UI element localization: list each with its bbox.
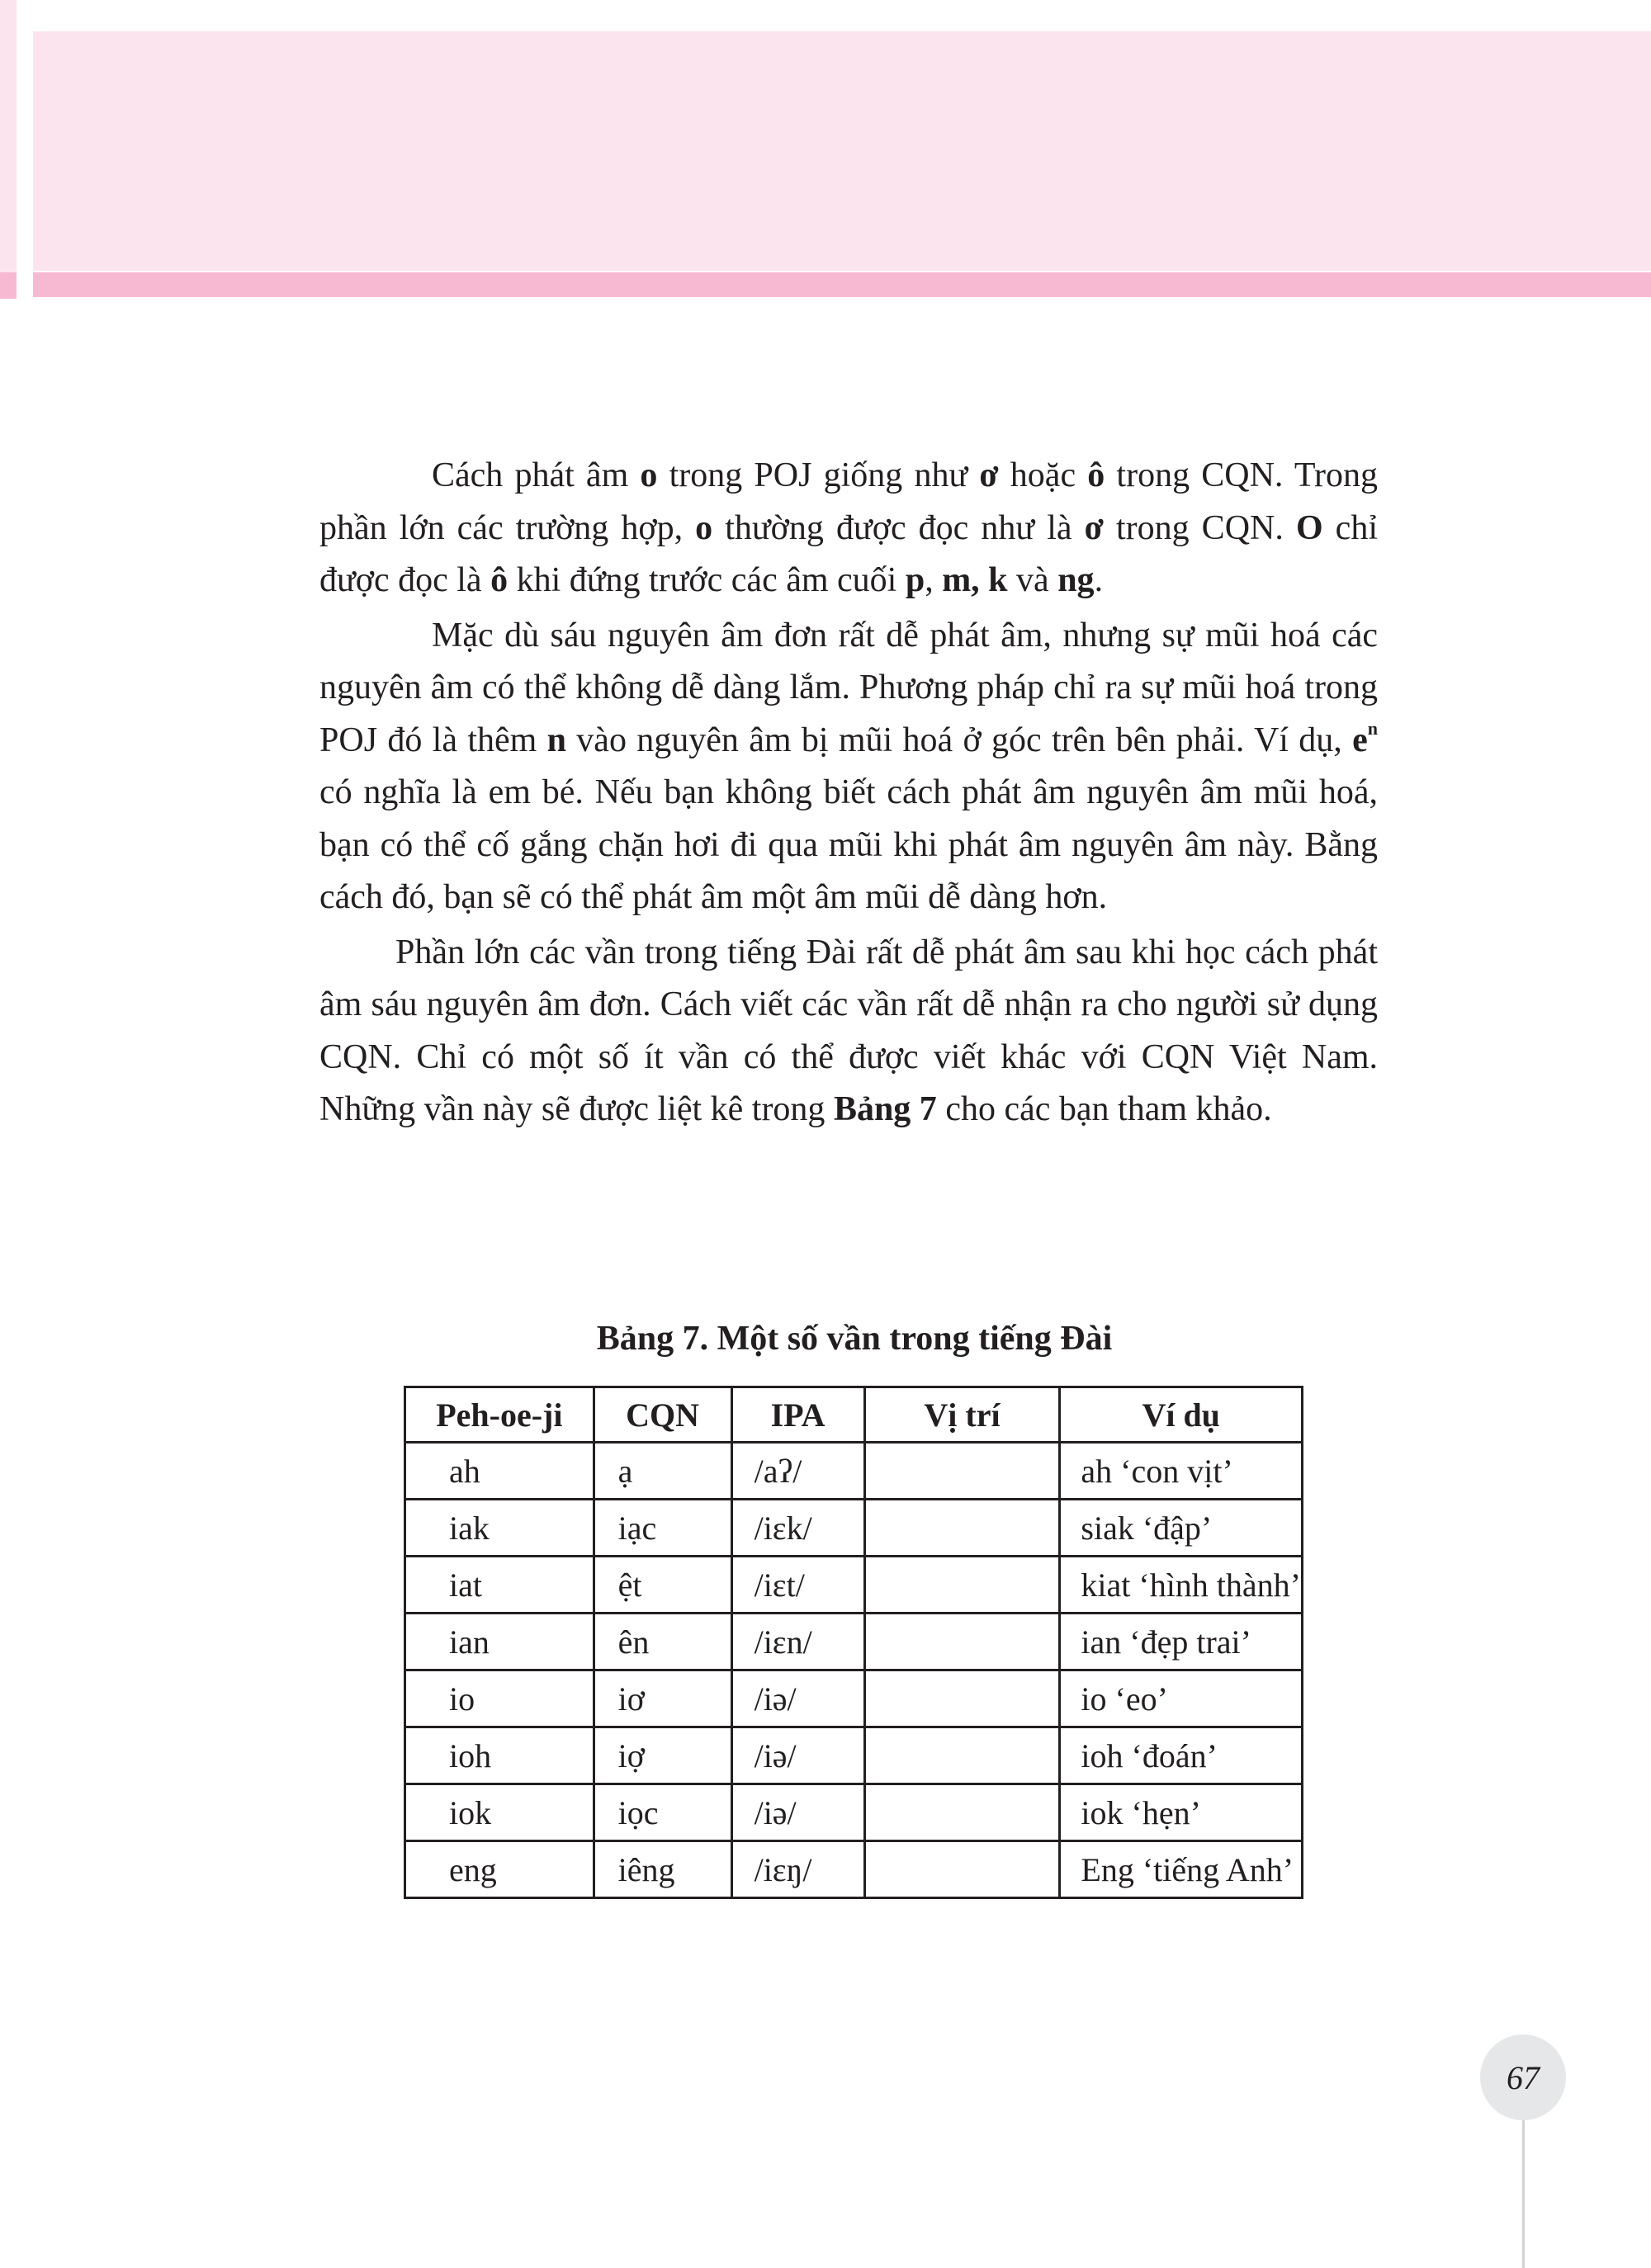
- cell-poj: eng: [405, 1841, 594, 1898]
- cell-ipa: /iɛk/: [731, 1500, 864, 1557]
- paragraph-2: Mặc dù sáu nguyên âm đơn rất dễ phát âm, nhưng sự mũi hoá các nguyên âm có thể không dễ dàng lắm. Phương pháp chỉ ra sự mũi hoá trong POJ đó là thêm n vào nguyên âm bị mũi hoá ở góc trên bên phải. Ví dụ, $e^n$ có nghĩa là em bé. Nếu bạn không biết cách phát âm nguyên âm mũi hoá, bạn có thể cố gắng chặn hơi đi qua mũi khi phát âm nguyên âm này. Bằng cách đó, bạn sẽ có thể phát âm một âm mũi dễ dàng hơn.: [319, 616, 1378, 916]
- header-vi-du: Ví dụ: [1060, 1387, 1303, 1443]
- cell-poj: ian: [405, 1614, 594, 1670]
- cell-cqn: iơ: [594, 1670, 731, 1727]
- rhymes-table: [404, 1386, 1303, 1899]
- table-row: [405, 1784, 1303, 1841]
- cell-poj: ioh: [405, 1727, 594, 1784]
- body-text: [319, 450, 1378, 1139]
- cell-cqn: ệt: [594, 1557, 731, 1614]
- table-row: [405, 1500, 1303, 1557]
- page-number: [1480, 2034, 1566, 2120]
- table-row: [405, 1443, 1303, 1500]
- cell-position: [864, 1614, 1060, 1670]
- header-band: [33, 31, 1651, 271]
- cell-position: [864, 1841, 1060, 1898]
- paragraph-1: Cách phát âm o trong POJ giống như ơ hoặc ô trong CQN. Trong phần lớn các trường hợp, o thường được đọc như là ơ trong CQN. O chỉ được đọc là ô khi đứng trước các âm cuối p, m, k và ng.: [319, 456, 1378, 599]
- cell-cqn: iạc: [594, 1500, 731, 1557]
- header-vi-tri: Vị trí: [864, 1387, 1060, 1443]
- table-row: [405, 1670, 1303, 1727]
- cell-poj: iok: [405, 1784, 594, 1841]
- cell-poj: io: [405, 1670, 594, 1727]
- cell-ipa: /iɛn/: [731, 1614, 864, 1670]
- table-row: [405, 1557, 1303, 1614]
- cell-example: ian ‘đẹp trai’: [1060, 1614, 1303, 1670]
- cell-position: [864, 1500, 1060, 1557]
- table-row: [405, 1614, 1303, 1670]
- cell-position: [864, 1670, 1060, 1727]
- cell-cqn: ạ: [594, 1443, 731, 1500]
- cell-position: [864, 1557, 1060, 1614]
- cell-position: [864, 1443, 1060, 1500]
- cell-example: ah ‘con vịt’: [1060, 1443, 1303, 1500]
- left-margin-strip-bar: [0, 272, 17, 299]
- cell-example: io ‘eo’: [1060, 1670, 1303, 1727]
- header-peh-oe-ji: Peh-oe-ji: [405, 1387, 594, 1443]
- cell-ipa: /iə/: [731, 1727, 864, 1784]
- header-bar: [33, 272, 1651, 297]
- cell-poj: ah: [405, 1443, 594, 1500]
- page-number-line: [1522, 2120, 1525, 2268]
- cell-cqn: ên: [594, 1614, 731, 1670]
- cell-ipa: /iə/: [731, 1670, 864, 1727]
- cell-example: siak ‘đập’: [1060, 1500, 1303, 1557]
- cell-example: iok ‘hẹn’: [1060, 1784, 1303, 1841]
- cell-ipa: /aʔ/: [731, 1443, 864, 1500]
- cell-poj: iat: [405, 1557, 594, 1614]
- cell-position: [864, 1784, 1060, 1841]
- header-ipa: IPA: [731, 1387, 864, 1443]
- table-caption: Bảng 7. Một số vần trong tiếng Đài: [596, 1320, 1113, 1358]
- paragraph-3: Phần lớn các vần trong tiếng Đài rất dễ phát âm sau khi học cách phát âm sáu nguyên âm đơn. Cách viết các vần rất dễ nhận ra cho người sử dụng CQN. Chỉ có một số ít vần có thể được viết khác với CQN Việt Nam. Những vần này sẽ được liệt kê trong Bảng 7 cho các bạn tham khảo.: [319, 933, 1378, 1128]
- cell-ipa: /iə/: [731, 1784, 864, 1841]
- cell-cqn: iọc: [594, 1784, 731, 1841]
- cell-example: kiat ‘hình thành’: [1060, 1557, 1303, 1614]
- cell-example: ioh ‘đoán’: [1060, 1727, 1303, 1784]
- cell-ipa: /iɛŋ/: [731, 1841, 864, 1898]
- table-row: [405, 1841, 1303, 1898]
- page-number-text: 67: [1507, 2058, 1540, 2096]
- left-margin-strip: [0, 0, 17, 299]
- cell-position: [864, 1727, 1060, 1784]
- cell-cqn: iợ: [594, 1727, 731, 1784]
- cell-example: Eng ‘tiếng Anh’: [1060, 1841, 1303, 1898]
- header-cqn: CQN: [594, 1387, 731, 1443]
- cell-cqn: iêng: [594, 1841, 731, 1898]
- cell-poj: iak: [405, 1500, 594, 1557]
- table-row: [405, 1727, 1303, 1784]
- cell-ipa: /iɛt/: [731, 1557, 864, 1614]
- table-header-row: [405, 1387, 1303, 1443]
